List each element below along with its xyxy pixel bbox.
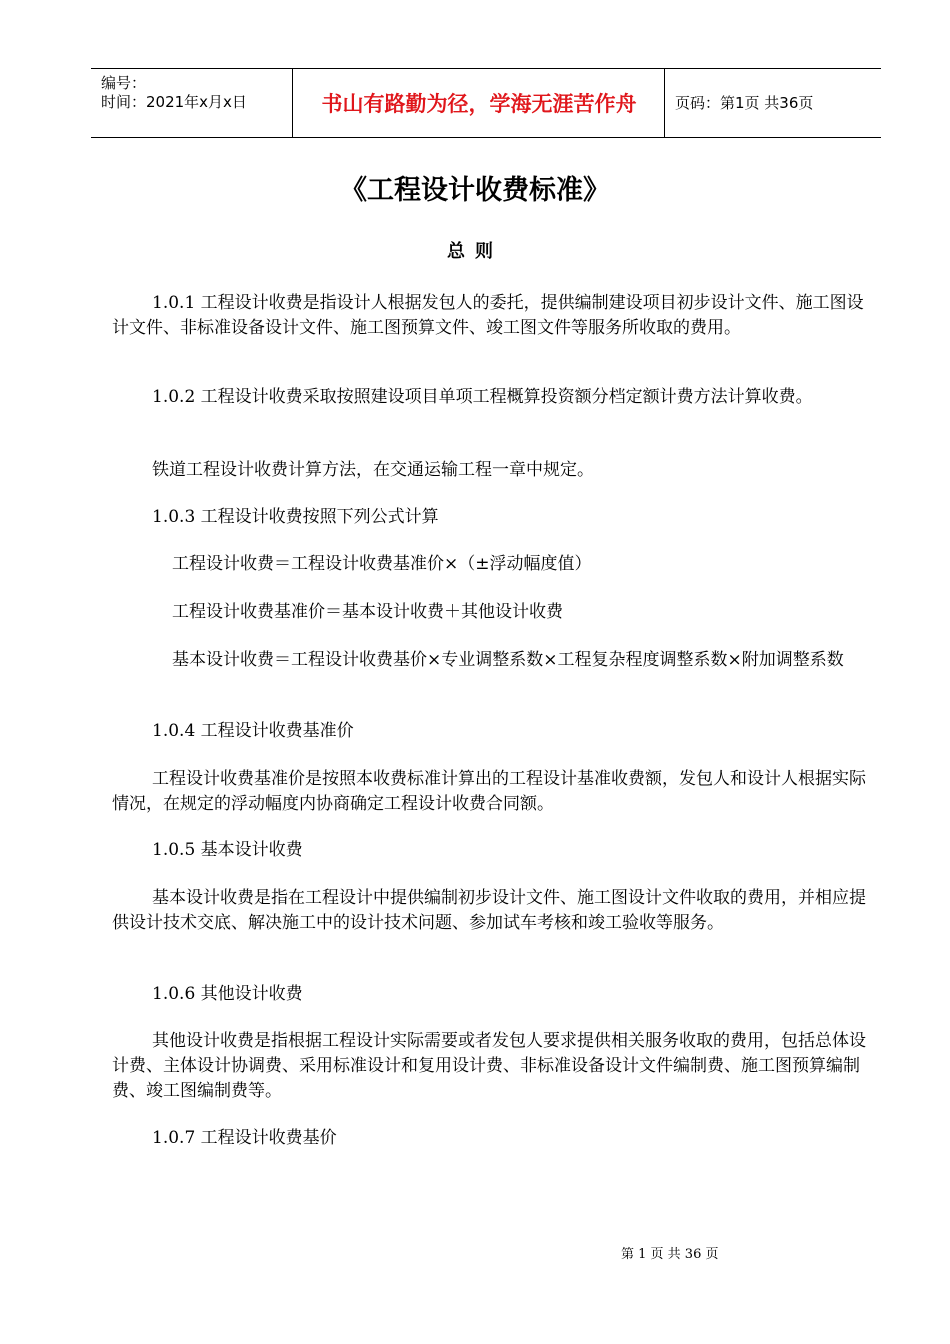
header-page-cell (665, 69, 881, 137)
paragraph-basic-fee: 基本设计收费是指在工程设计中提供编制初步设计文件、施工图设计文件收取的费用，并相应提供设计技术交底、解决施工中的设计技术问题、参加试车考核和竣工验收等服务。 (112, 888, 866, 933)
date-label: 时间：2021年x月x日 (101, 93, 247, 111)
document-title: 《工程设计收费标准》 (340, 175, 610, 206)
formula-1: 工程设计收费＝工程设计收费基准价×（±浮动幅度值） (172, 554, 592, 574)
header-motto-cell (293, 69, 665, 137)
header-motto: 书山有路勤为径，学海无涯苦作舟 (321, 92, 637, 116)
paragraph-1-0-7: 1.0.7 工程设计收费基价 (152, 1128, 337, 1148)
page-header (91, 68, 881, 138)
header-page-label: 页码：第1页 共36页 (675, 94, 814, 112)
header-info-cell (91, 69, 293, 137)
paragraph-railway: 铁道工程设计收费计算方法，在交通运输工程一章中规定。 (152, 460, 594, 480)
paragraph-1-0-1: 1.0.1 工程设计收费是指设计人根据发包人的委托，提供编制建设项目初步设计文件、施工图设计文件、非标准设备设计文件、施工图预算文件、竣工图文件等服务所收取的费用。 (112, 293, 864, 338)
footer-page-number: 第 1 页 共 36 页 (621, 1247, 719, 1262)
formula-3: 基本设计收费＝工程设计收费基价×专业调整系数×工程复杂程度调整系数×附加调整系数 (172, 650, 844, 670)
formula-2: 工程设计收费基准价＝基本设计收费＋其他设计收费 (172, 602, 563, 622)
section-heading: 总则 (447, 241, 503, 262)
paragraph-1-0-2: 1.0.2 工程设计收费采取按照建设项目单项工程概算投资额分档定额计费方法计算收费。 (152, 387, 813, 407)
paragraph-1-0-3: 1.0.3 工程设计收费按照下列公式计算 (152, 507, 439, 527)
paragraph-1-0-6: 1.0.6 其他设计收费 (152, 984, 303, 1004)
paragraph-base-price: 工程设计收费基准价是按照本收费标准计算出的工程设计基准收费额，发包人和设计人根据实际情况，在规定的浮动幅度内协商确定工程设计收费合同额。 (112, 769, 866, 814)
paragraph-1-0-5: 1.0.5 基本设计收费 (152, 840, 303, 860)
paragraph-1-0-4: 1.0.4 工程设计收费基准价 (152, 721, 354, 741)
code-label: 编号： (101, 74, 147, 92)
paragraph-other-fee: 其他设计收费是指根据工程设计实际需要或者发包人要求提供相关服务收取的费用，包括总体设计费、主体设计协调费、采用标准设计和复用设计费、非标准设备设计文件编制费、施工图预算编制费、竣工图编制费等。 (112, 1031, 866, 1101)
